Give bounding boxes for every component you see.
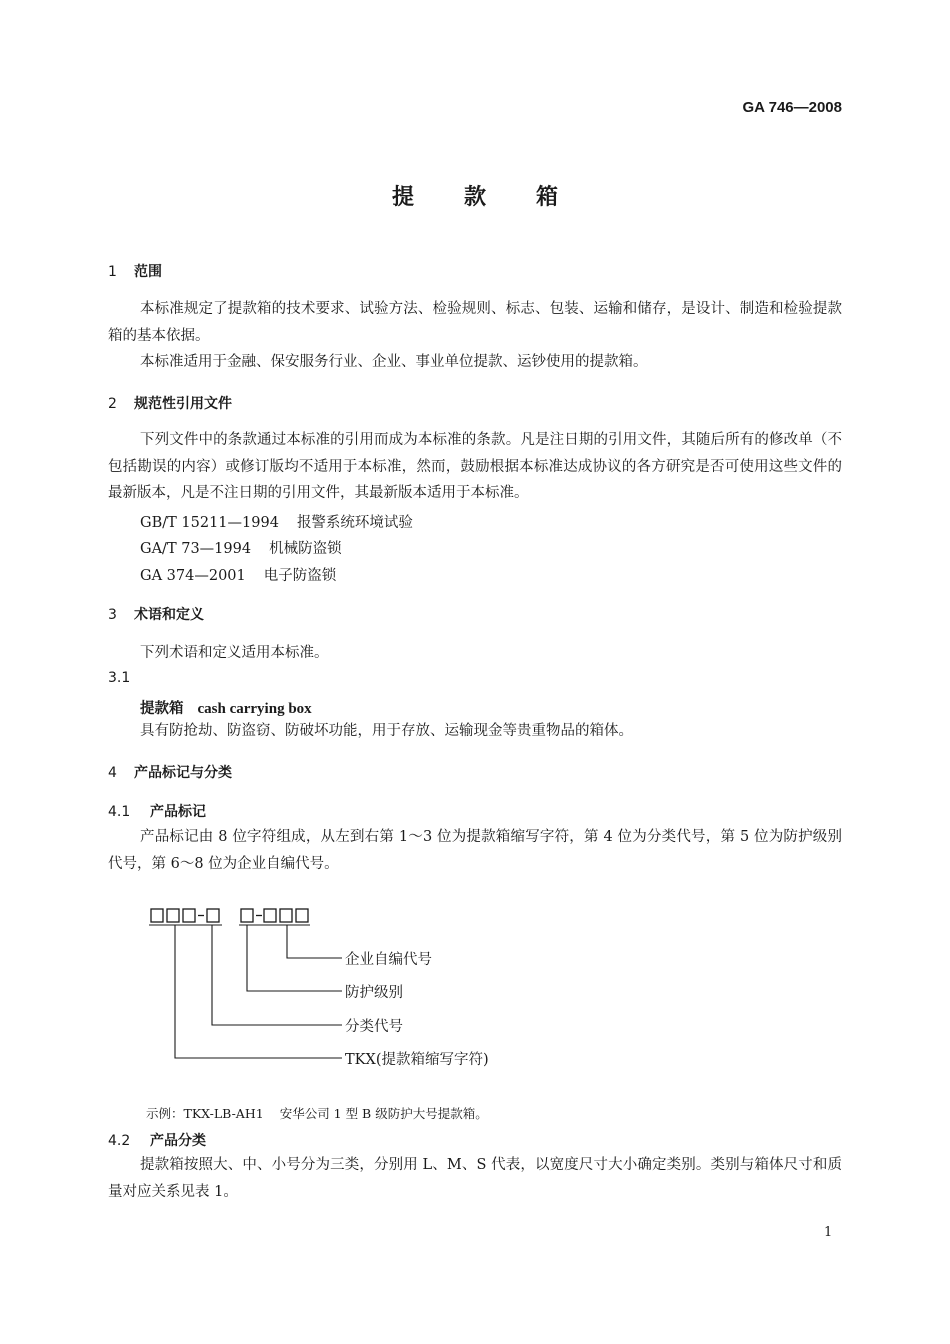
section-title: 规范性引用文件 [134,396,232,412]
scope-paragraph-2: 本标准适用于金融、保安服务行业、企业、事业单位提款、运钞使用的提款箱。 [140,354,648,370]
section-title: 范围 [134,264,162,280]
reference-name: 电子防盗锁 [263,568,337,584]
document-title: 提款箱 [391,185,608,210]
reference-code: GB/T 15211—1994 [140,515,279,531]
term-definition: 具有防抢劫、防盗窃、防破坏功能，用于存放、运输现金等贵重物品的箱体。 [140,723,633,739]
label-category-code: 分类代号 [345,1019,403,1035]
label-enterprise-code: 企业自编代号 [345,952,432,968]
term-chinese: 提款箱 [140,701,184,717]
example-note [146,1104,488,1122]
section-number: 4 [108,765,117,781]
section-title: 产品标记与分类 [134,765,232,781]
section-number: 2 [108,396,117,412]
references-intro-paragraph: 下列文件中的条款通过本标准的引用而成为本标准的条款。凡是注日期的引用文件，其随后所有的修改单（不包括勘误的内容）或修订版均不适用于本标准，然而，鼓励根据本标准达成协议的各方研究是否可使用这些文件的最新版本，凡是不注日期的引用文件，其最新版本适用于本标准。 [108,432,842,501]
label-protection-level: 防护级别 [345,985,403,1001]
subsection-number: 3.1 [108,670,131,686]
standard-code: GA 746—2008 [742,99,842,116]
reference-code: GA 374—2001 [140,568,246,584]
section-number: 1 [108,264,117,280]
reference-code: GA/T 73—1994 [140,541,252,557]
label-abbreviation: TKX(提款箱缩写字符) [345,1052,489,1068]
page-number: 1 [824,1225,833,1240]
term-english: cash carrying box [197,701,312,717]
section-number: 3 [108,607,117,623]
subsection-title: 产品标记 [150,804,206,820]
marking-paragraph: 产品标记由 8 位字符组成，从左到右第 1～3 位为提款箱缩写字符，第 4 位为分类代号，第 5 位为防护级别代号，第 6～8 位为企业自编代号。 [108,829,842,872]
terms-intro-paragraph: 下列术语和定义适用本标准。 [140,645,329,661]
classification-paragraph: 提款箱按照大、中、小号分为三类，分别用 L、M、S 代表，以宽度尺寸大小确定类别。类别与箱体尺寸和质量对应关系见表 1。 [108,1157,842,1200]
section-title: 术语和定义 [134,607,204,623]
example-description: 安华公司 1 型 B 级防护大号提款箱。 [279,1106,488,1121]
subsection-number: 4.1 [108,804,131,820]
subsection-number: 4.2 [108,1133,131,1149]
subsection-4-2-heading [108,1130,206,1150]
example-code: 示例：TKX-LB-AH1 [146,1106,264,1121]
subsection-title: 产品分类 [150,1133,206,1149]
reference-name: 报警系统环境试验 [296,515,413,531]
leader-lines [175,925,342,1058]
scope-paragraph-1: 本标准规定了提款箱的技术要求、试验方法、检验规则、标志、包装、运输和储存，是设计、制造和检验提款箱的基本依据。 [108,301,842,344]
code-boxes [151,909,308,922]
reference-name: 机械防盗锁 [269,541,342,557]
